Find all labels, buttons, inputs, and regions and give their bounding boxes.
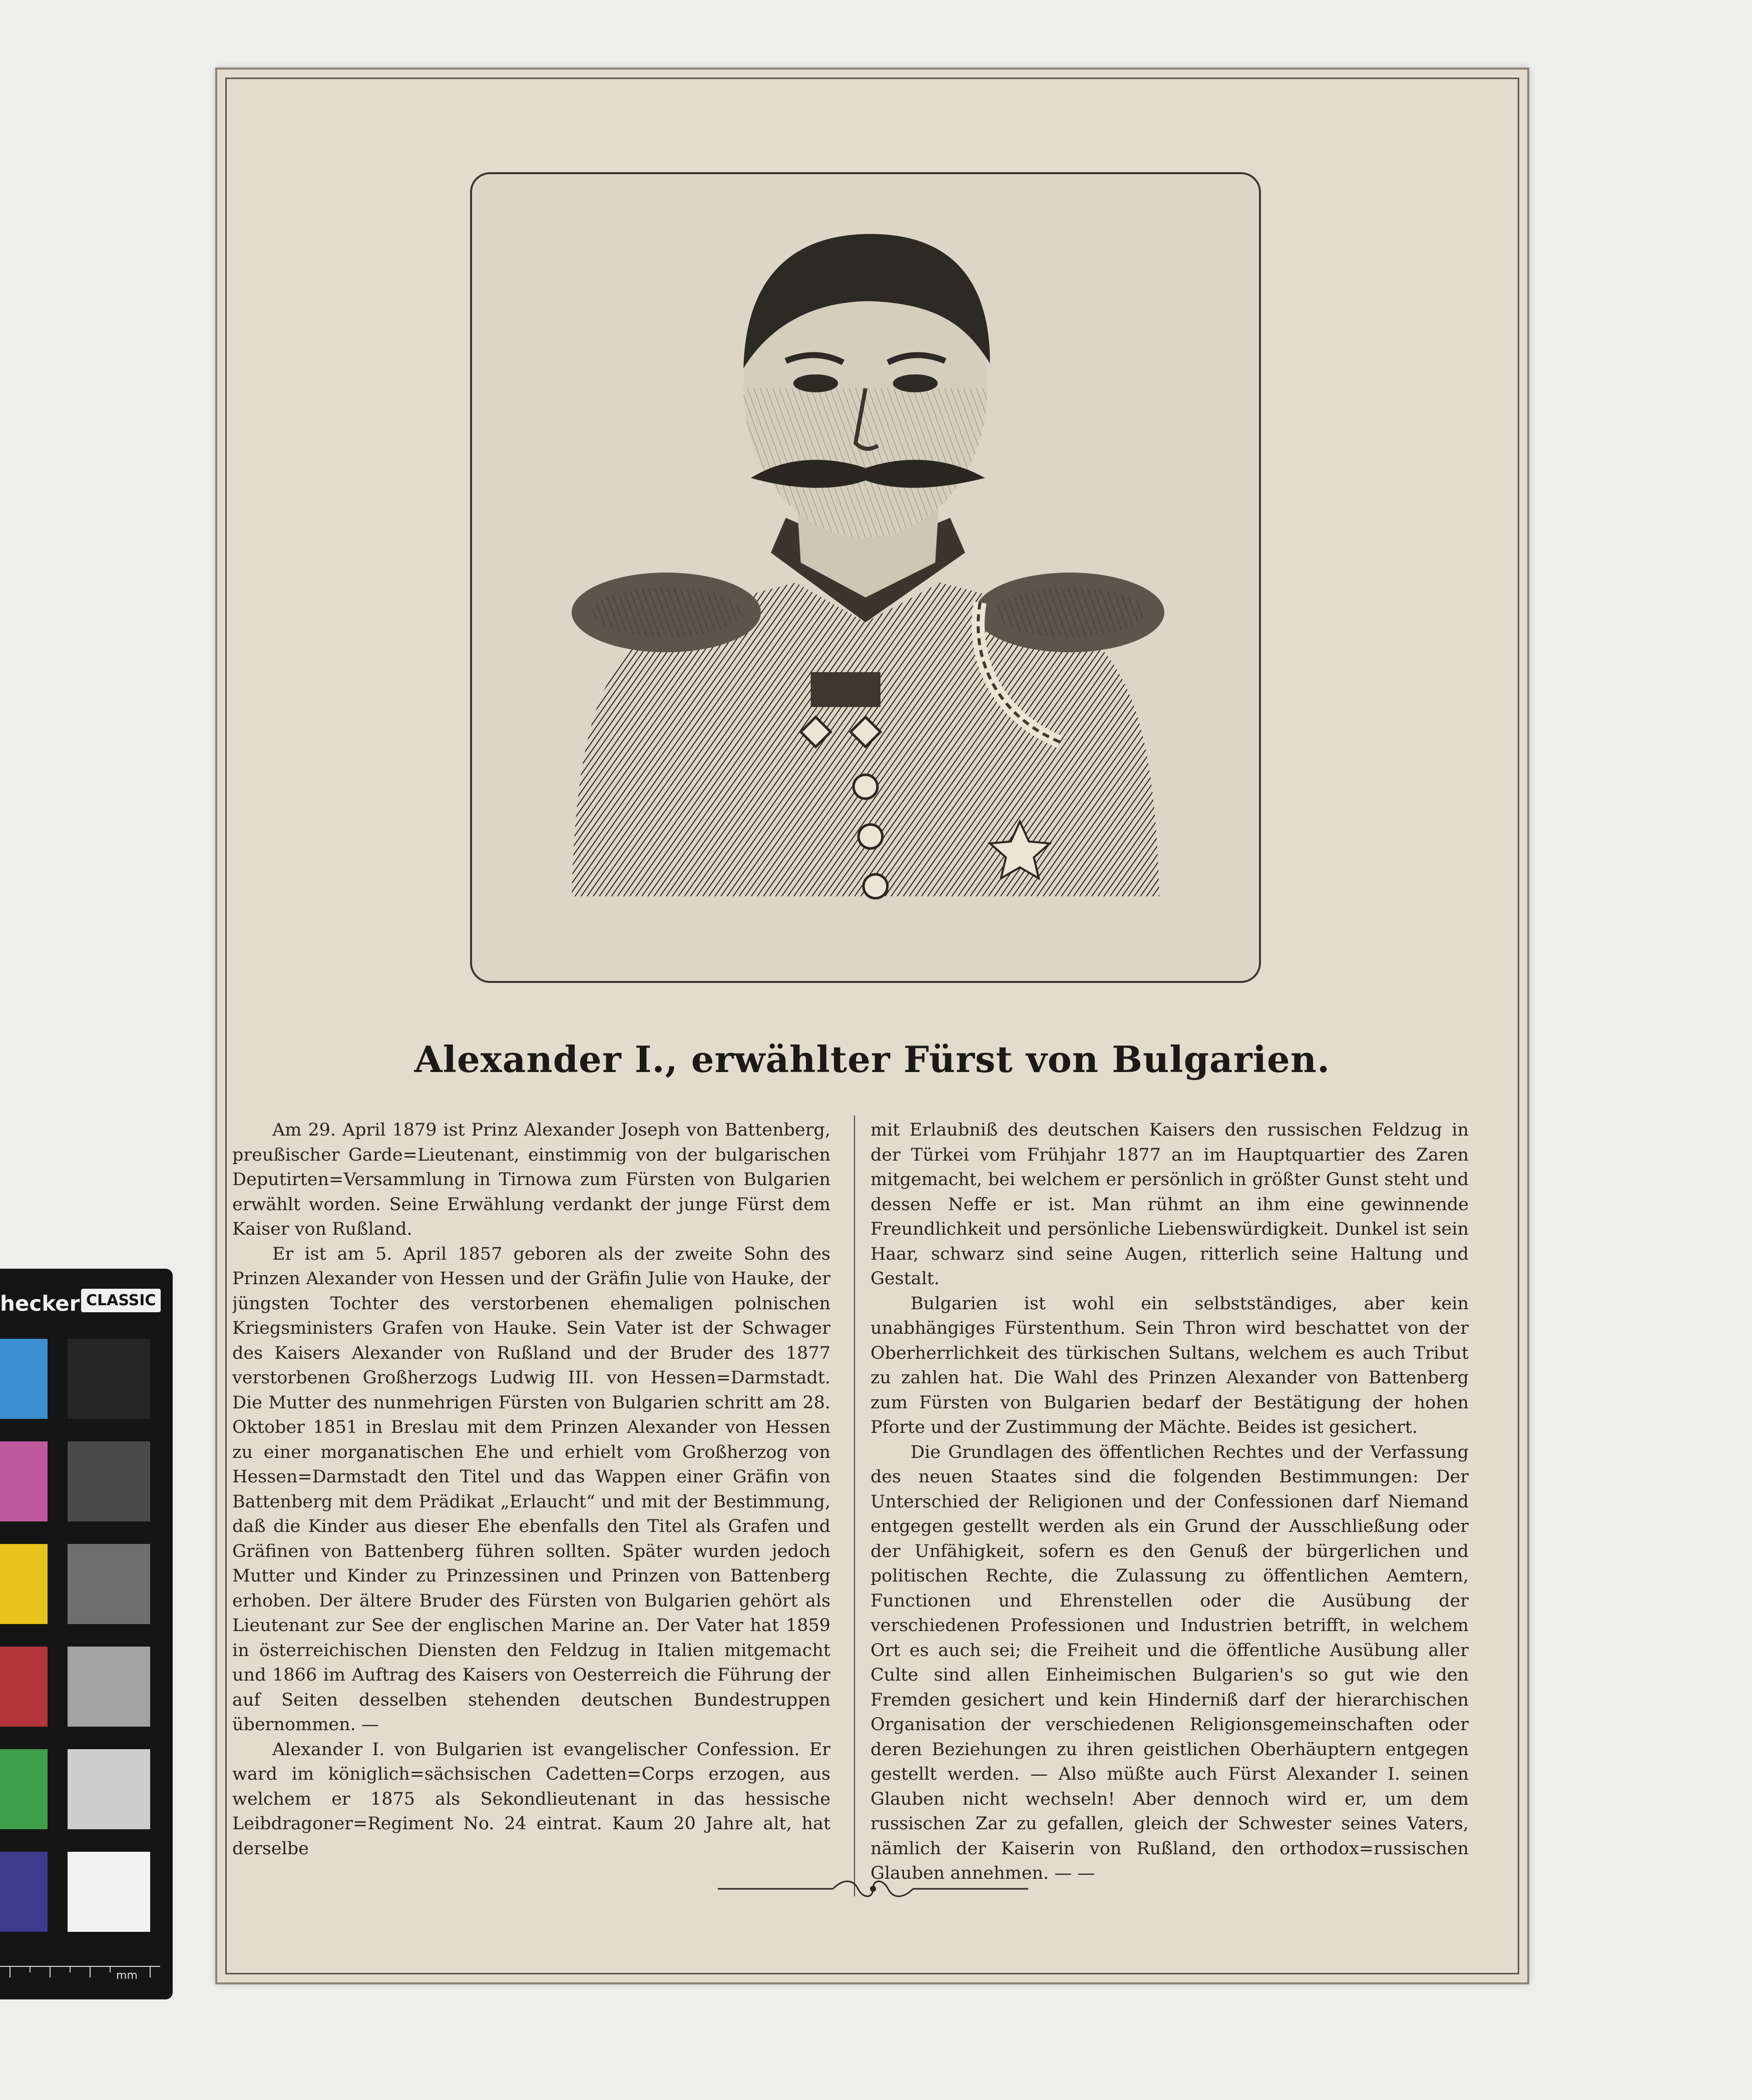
portrait-illustration <box>472 174 1259 981</box>
checker-swatch <box>0 1339 48 1419</box>
article-paragraph: Die Grundlagen des öffentlichen Rechtes und der Verfassung des neuen Staates sind die folgenden Bestimmungen: Der Unterschied der Religionen und der Confessionen darf Niemand entgegen gestellt werden als ein Grund der Ausschließung oder der Unfähigkeit, sofern es den Genuß der bürgerlichen und politischen Rechte, die Zulassung zu öffentlichen Aemtern, Functionen und Ehrenstellen oder die Ausübung der verschiedenen Professionen und Industrien betrifft, in welchem Ort es auch sei; die Freiheit und die öffentliche Ausübung aller Culte sind allen Einheimischen Bulgarien's so gut wie den Fremden gesichert und kein Hinderniß darf der hierarchischen Organisation der verschiedenen Religionsgemeinschaften oder deren Beziehungen zu ihren geistlichen Oberhäuptern entgegen gestellt werden. — Also müßte auch Fürst Alexander I. seinen Glauben nicht wechseln! Aber dennoch wird er, um dem russischen Zar zu gefallen, gleich der Schwester seines Vaters, nämlich der Kaiserin von Rußland, den orthodox=russischen Glauben annehmen. — — <box>870 1442 1469 1883</box>
checker-swatch <box>68 1441 150 1521</box>
article-column-right <box>870 1118 1469 1899</box>
article-column-left <box>232 1118 830 1899</box>
article-paragraph: Er ist am 5. April 1857 geboren als der zweite Sohn des Prinzen Alexander von Hessen und der Gräfin Julie von Hauke, der jüngsten Tochter des verstorbenen ehemaligen polnischen Kriegsministers Grafen von Hauke. Sein Vater ist der Schwager des Kaisers Alexander von Rußland und der Bruder des 1877 verstorbenen Großherzogs Ludwig III. von Hessen=Darmstadt. Die Mutter des nunmehrigen Fürsten von Bulgarien schritt am 28. Oktober 1851 in Breslau mit dem Prinzen Alexander von Hessen zu einer morganatischen Ehe und erhielt vom Großherzog von Hessen=Darmstadt den Titel und das Wappen einer Gräfin von Battenberg mit dem Prädikat „Erlaucht“ und mit der Bestimmung, daß die Kinder aus dieser Ehe ebenfalls den Titel als Grafen und Gräfinen von Battenberg führen sollten. Später wurden jedoch Mutter und Kinder zu Prinzessinen und Prinzen von Battenberg erhoben. Der ältere Bruder des Fürsten von Bulgarien gehört als Lieutenant zur See der englischen Marine an. Der Vater hat 1859 in österreichischen Diensten den Feldzug in Italien mitgemacht und 1866 im Auftrag des Kaisers von Oesterreich die Führung der auf Seiten desselben stehenden deutschen Bundestruppen übernommen. — <box>232 1244 830 1735</box>
article-paragraph: Bulgarien ist wohl ein selbstständiges, aber kein unabhängiges Fürstenthum. Sein Thron wird beschattet von der Oberherrlichkeit des türkischen Sultans, welchem es auch Tribut zu zahlen hat. Die Wahl des Prinzen Alexander von Battenberg zum Fürsten von Bulgarien bedarf der Bestätigung der hohen Pforte und der Zustimmung der Mächte. Beides ist gesichert. <box>870 1293 1469 1437</box>
checker-badge: CLASSIC <box>81 1289 161 1312</box>
end-ornament <box>718 1876 1028 1901</box>
printed-page <box>215 68 1529 1984</box>
checker-swatch <box>0 1647 48 1727</box>
column-divider <box>854 1116 855 1896</box>
checker-swatch <box>0 1852 48 1932</box>
portrait-engraving <box>470 172 1261 983</box>
checker-swatch <box>0 1749 48 1829</box>
checker-swatch <box>68 1852 150 1932</box>
checker-swatch <box>68 1749 150 1829</box>
checker-swatch <box>0 1544 48 1624</box>
checker-swatch <box>68 1339 150 1419</box>
article-paragraph: Alexander I. von Bulgarien ist evangelischer Confession. Er ward im königlich=sächsischen Cadetten=Corps erzogen, aus welchem er 1875 als Sekondlieutenant in das hessische Leibdragoner=Regiment No. 24 eintrat. Kaum 20 Jahre alt, hat derselbe <box>232 1739 830 1859</box>
checker-brand-label: hecker <box>0 1291 80 1316</box>
article-paragraph: Am 29. April 1879 ist Prinz Alexander Joseph von Battenberg, preußischer Garde=Lieutenant, einstimmig von der bulgarischen Deputirten=Versammlung in Tirnowa zum Fürsten von Bulgarien erwählt worden. Seine Erwählung verdankt der junge Fürst dem Kaiser von Rußland. <box>232 1120 830 1239</box>
article-paragraph: mit Erlaubniß des deutschen Kaisers den russischen Feldzug in der Türkei vom Frühjahr 1877 an im Hauptquartier des Zaren mitgemacht, bei welchem er persönlich in größter Gunst steht und dessen Neffe er ist. Man rühmt an ihm eine gewinnende Freundlichkeit und persönliche Liebenswürdigkeit. Dunkel ist sein Haar, schwarz sind seine Augen, ritterlich seine Haltung und Gestalt. <box>870 1120 1469 1289</box>
checker-swatch <box>68 1544 150 1624</box>
checker-unit-label: mm <box>116 1969 138 1982</box>
checker-swatch <box>0 1441 48 1521</box>
article-title: Alexander I., erwählter Fürst von Bulgarien. <box>414 1038 1331 1081</box>
color-checker-card <box>0 1269 173 1999</box>
checker-swatch <box>68 1647 150 1727</box>
